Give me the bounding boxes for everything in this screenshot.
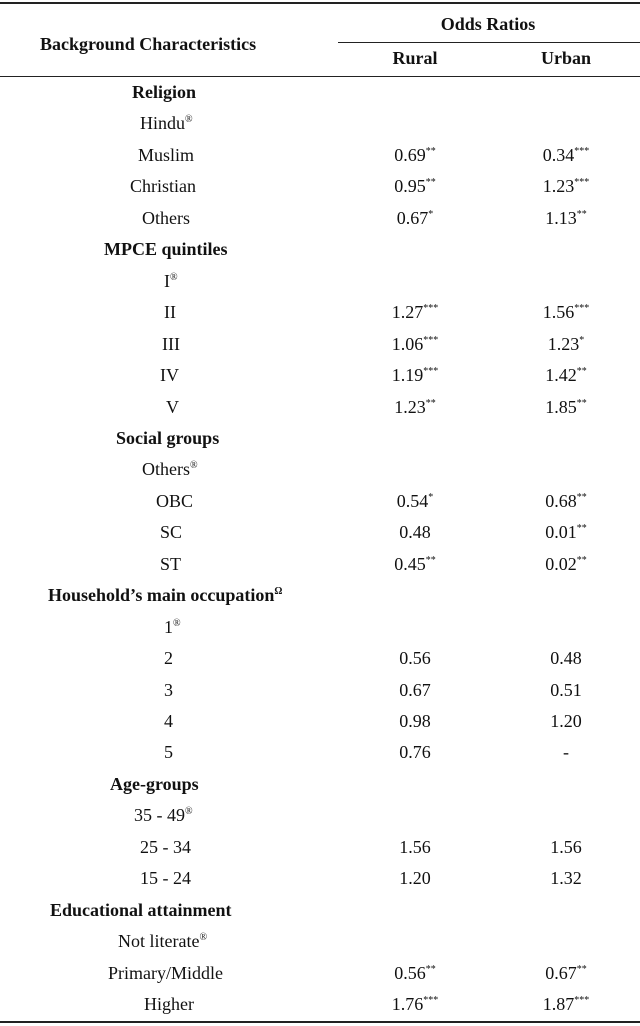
table-row [0,864,640,896]
row-label-text: Others [142,207,190,228]
rural-value: 1.19 [391,365,424,386]
rural-value: 1.23 [394,396,426,417]
rural-value: 1.56 [399,836,431,857]
urban-odds-ratio [492,176,640,197]
significance-marker: ** [576,554,587,566]
table-row [0,676,640,708]
urban-odds-ratio [492,554,640,575]
rural-value: 0.95 [394,176,426,197]
table-row [0,518,640,550]
significance-marker: * [579,334,585,346]
rural-value: 0.98 [399,711,431,731]
table-row [0,644,640,676]
top-rule [0,2,640,4]
category-row [0,235,640,267]
rural-value: 0.54 [396,490,429,511]
row-label-text: Others [142,459,190,480]
row-label-text: ST [160,553,182,574]
row-label [138,145,194,166]
row-label-text: 5 [164,742,173,763]
urban-value: 1.56 [550,836,582,857]
header-bottom-rule [0,76,640,77]
row-label-text: Higher [144,994,194,1015]
category-row [0,896,640,928]
rural-value: 1.06 [391,333,424,354]
row-label [156,491,193,512]
row-label [160,522,182,543]
rural-odds-ratio [338,397,492,418]
category-label [116,428,219,449]
category-label [110,774,199,795]
urban-odds-ratio [492,365,640,386]
urban-value: 0.48 [550,648,582,669]
rural-value: 1.76 [391,994,424,1015]
rural-odds-ratio [338,365,492,386]
rural-value: 0.67 [399,679,431,700]
rural-odds-ratio [338,711,492,732]
table-row [0,990,640,1022]
table-row [0,959,640,991]
rural-odds-ratio [338,680,492,701]
rural-value: 1.27 [391,302,424,323]
urban-value: - [563,742,569,763]
bottom-rule [0,1021,640,1023]
reference-marker: ® [185,114,193,126]
significance-marker: ** [576,491,587,503]
row-label [162,334,180,355]
table-row [0,455,640,487]
significance-marker: ** [425,554,436,566]
urban-value: 1.13 [545,207,577,228]
row-label-text: V [166,396,179,417]
row-label [164,617,181,638]
row-label-text: 1 [164,616,173,637]
table-row [0,707,640,739]
reference-marker: ® [173,617,181,629]
significance-marker: *** [574,145,590,157]
category-row [0,78,640,110]
row-label [140,837,191,858]
row-label-text: Not literate [118,931,200,952]
row-label [140,868,191,889]
reference-marker: ® [190,460,198,472]
row-label-text: Muslim [138,144,195,165]
table-row [0,172,640,204]
rural-odds-ratio [338,302,492,323]
urban-value: 1.85 [545,396,577,417]
rural-odds-ratio [338,554,492,575]
table-row [0,330,640,362]
rural-odds-ratio [338,742,492,763]
row-label [164,302,176,323]
urban-odds-ratio [492,334,640,355]
significance-marker: ** [425,963,436,975]
table-row [0,613,640,645]
row-label [130,176,196,197]
urban-value: 0.34 [542,144,575,165]
row-label-text: 25 - 34 [140,836,191,857]
table-row [0,267,640,299]
row-label [164,648,173,669]
footnote-marker: Ω [274,586,283,598]
row-label-text: Social groups [116,427,220,448]
category-row [0,424,640,456]
urban-odds-ratio [492,302,640,323]
urban-value: 0.68 [545,490,577,511]
category-row [0,581,640,613]
row-label-text: SC [160,522,183,543]
urban-odds-ratio [492,742,640,763]
row-label [164,680,173,701]
table-row [0,204,640,236]
significance-marker: ** [576,208,587,220]
urban-odds-ratio [492,208,640,229]
category-label [50,900,232,921]
significance-marker: ** [576,366,587,378]
row-label-text: Educational attainment [50,899,232,920]
significance-marker: ** [425,397,436,409]
table-row [0,738,640,770]
row-label-text: Christian [130,176,196,197]
category-row [0,770,640,802]
row-label [164,742,173,763]
row-label [134,805,193,826]
table-row [0,927,640,959]
row-label [118,931,207,952]
header-background-characteristics: Background Characteristics [40,34,257,54]
urban-value: 1.20 [550,711,582,731]
urban-odds-ratio [492,994,640,1015]
urban-value: 1.42 [545,365,577,386]
reference-marker: ® [199,932,208,944]
urban-value: 0.51 [550,679,582,700]
urban-value: 1.23 [542,176,575,197]
rural-value: 0.45 [394,553,426,574]
significance-marker: *** [423,303,439,315]
significance-marker: *** [574,177,590,189]
row-label-text: 4 [164,711,173,731]
row-label-text: Household’s main occupation [48,585,275,606]
table-row [0,833,640,865]
row-label [164,711,173,732]
table-row [0,487,640,519]
urban-odds-ratio [492,522,640,543]
rural-odds-ratio [338,868,492,889]
rural-odds-ratio [338,176,492,197]
significance-marker: *** [423,995,439,1007]
row-label-text: Hindu [140,113,185,134]
significance-marker: *** [574,303,590,315]
significance-marker: *** [423,334,439,346]
row-label [108,963,223,984]
row-label [160,365,179,386]
rural-value: 0.67 [396,207,429,228]
urban-odds-ratio [492,491,640,512]
urban-value: 1.32 [550,868,582,889]
urban-value: 1.23 [547,333,580,354]
reference-marker: ® [185,806,193,818]
row-label-text: Primary/Middle [108,962,223,983]
rural-odds-ratio [338,994,492,1015]
rural-odds-ratio [338,145,492,166]
header-odds-ratios: Odds Ratios [440,14,536,34]
urban-odds-ratio [492,648,640,669]
table-row [0,801,640,833]
row-label-text: III [162,333,180,354]
rural-value: 0.69 [394,144,426,165]
row-label-text: MPCE quintiles [104,239,228,260]
table-row [0,550,640,582]
rural-value: 1.20 [399,868,431,889]
table-row [0,109,640,141]
rural-odds-ratio [338,522,492,543]
significance-marker: ** [576,523,587,535]
row-label [142,208,190,229]
row-label-text: OBC [156,490,194,511]
table-row [0,141,640,173]
significance-marker: * [428,491,434,503]
urban-value: 0.67 [545,962,577,983]
table-row [0,393,640,425]
row-label [160,554,181,575]
urban-value: 0.01 [545,522,577,543]
row-label [164,271,178,292]
odds-ratios-rule [338,42,640,43]
rural-value: 0.56 [399,648,431,669]
significance-marker: ** [576,963,587,975]
category-label [48,585,282,606]
row-label-text: 15 - 24 [140,868,191,889]
table-row [0,298,640,330]
row-label [166,397,179,418]
significance-marker: ** [425,145,436,157]
rural-odds-ratio [338,837,492,858]
row-label-text: I [164,270,170,291]
row-label [140,113,193,134]
row-label-text: 35 - 49 [134,805,185,826]
rural-odds-ratio [338,334,492,355]
row-label [142,459,198,480]
rural-value: 0.76 [399,742,431,763]
rural-value: 0.48 [399,522,431,543]
rural-odds-ratio [338,208,492,229]
rural-value: 0.56 [394,962,426,983]
header-urban: Urban [540,48,591,68]
urban-odds-ratio [492,397,640,418]
table-row [0,361,640,393]
category-label [104,239,228,260]
urban-value: 1.87 [542,994,575,1015]
row-label-text: 2 [164,648,173,669]
significance-marker: *** [423,366,439,378]
urban-odds-ratio [492,711,640,732]
row-label-text: Age-groups [110,773,199,794]
urban-odds-ratio [492,680,640,701]
urban-odds-ratio [492,868,640,889]
significance-marker: *** [574,995,590,1007]
row-label-text: 3 [164,679,173,700]
reference-marker: ® [170,271,178,283]
urban-odds-ratio [492,963,640,984]
header-rural: Rural [392,48,438,68]
rural-odds-ratio [338,648,492,669]
row-label [144,994,194,1015]
significance-marker: ** [425,177,436,189]
significance-marker: * [428,208,434,220]
rural-odds-ratio [338,491,492,512]
urban-value: 1.56 [542,302,575,323]
urban-odds-ratio [492,837,640,858]
row-label-text: Religion [132,82,197,102]
urban-value: 0.02 [545,553,577,574]
significance-marker: ** [576,397,587,409]
row-label-text: II [164,302,176,323]
urban-odds-ratio [492,145,640,166]
row-label-text: IV [160,365,179,386]
category-label [132,82,196,103]
rural-odds-ratio [338,963,492,984]
